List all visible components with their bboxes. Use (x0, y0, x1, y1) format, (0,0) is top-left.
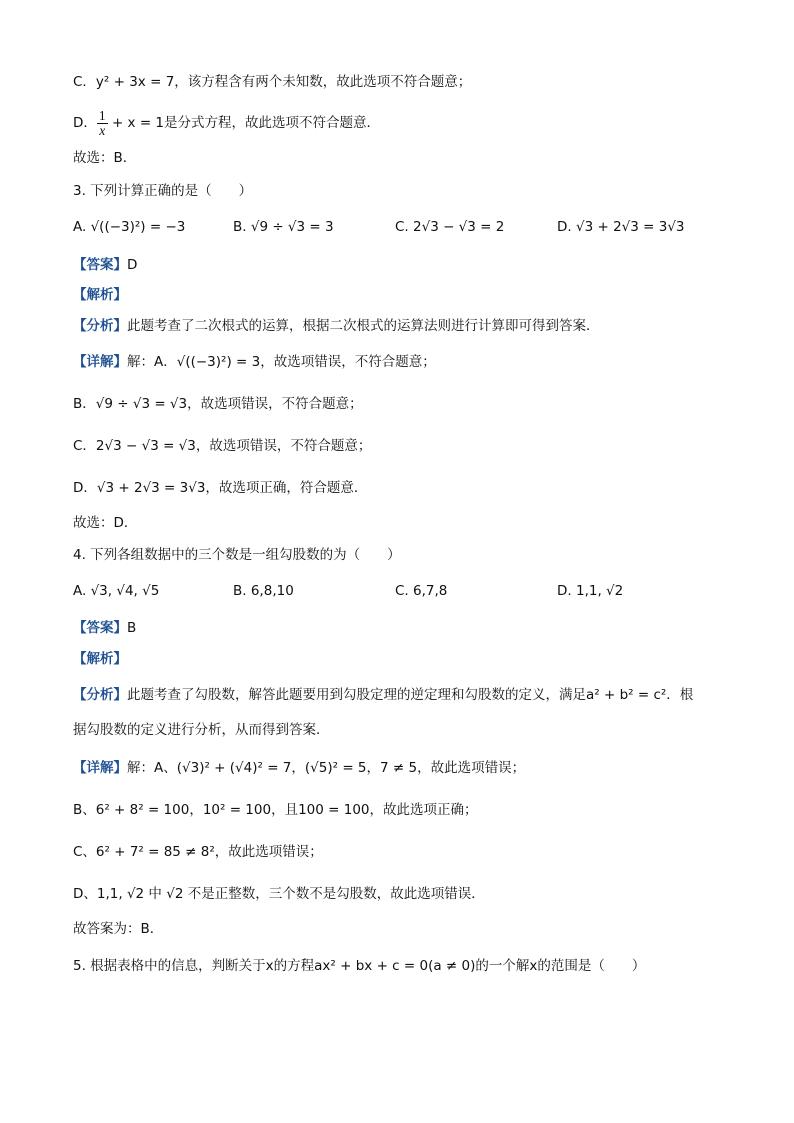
fenxi-text: 此题考查了勾股数，解答此题要用到勾股定理的逆定理和勾股数的定义，满足a² + b² = c²．根 (127, 687, 694, 703)
question-4-option-a: A. √3, √4, √5 (73, 583, 160, 599)
xiangjie-text: 解：A．√((−3)²) = 3，故选项错误，不符合题意； (127, 354, 436, 370)
question-3-option-b: B. √9 ÷ √3 = 3 (233, 219, 334, 235)
analysis-tag: 【解析】 (73, 287, 127, 303)
question-3-detail-d: D．√3 + 2√3 = 3√3，故选项正确，符合题意． (73, 480, 368, 496)
question-3-detail-c: C．2√3 − √3 = √3，故选项错误，不符合题意； (73, 438, 372, 454)
previous-choice: 故选：B． (73, 150, 137, 166)
xiangjie-text: 解：A、(√3)² + (√4)² = 7，(√5)² = 5，7 ≠ 5，故此选项错误； (127, 760, 526, 776)
fenxi-text: 此题考查了二次根式的运算，根据二次根式的运算法则进行计算即可得到答案． (127, 318, 600, 334)
fenxi-tag: 【分析】 (73, 318, 127, 334)
answer-value: D (127, 257, 138, 273)
question-4-answer (73, 618, 734, 638)
option-d-prefix: D． (73, 115, 97, 131)
fraction-numerator: 1 (98, 107, 106, 123)
xiangjie-tag: 【详解】 (73, 354, 127, 370)
question-4-analysis-heading (73, 649, 734, 669)
question-3-option-a: A. √((−3)²) = −3 (73, 219, 186, 235)
question-4-fenxi-continued: 据勾股数的定义进行分析，从而得到答案． (73, 722, 330, 738)
option-d-explanation (73, 106, 734, 140)
question-4-choose: 故答案为：B． (73, 921, 164, 937)
question-3-option-d: D. √3 + 2√3 = 3√3 (557, 219, 685, 235)
question-4-detail-c: C、6² + 7² = 85 ≠ 8²，故此选项错误； (73, 844, 323, 860)
question-4-option-c: C. 6,7,8 (395, 583, 448, 599)
question-4-detail-b: B、6² + 8² = 100，10² = 100，且100 = 100，故此选项正确； (73, 802, 478, 818)
answer-tag: 【答案】 (73, 257, 127, 273)
question-4-stem: 4. 下列各组数据中的三个数是一组勾股数的为（ ） (73, 547, 401, 563)
question-3-choose: 故选：D． (73, 515, 138, 531)
fraction-denominator: x (99, 122, 106, 138)
question-4-detail-d: D、1,1, √2 中 √2 不是正整数，三个数不是勾股数，故此选项错误． (73, 886, 485, 902)
question-3-option-c: C. 2√3 − √3 = 2 (395, 219, 505, 235)
question-3-analysis-heading (73, 285, 734, 305)
question-4-fenxi (73, 685, 734, 705)
fenxi-tag: 【分析】 (73, 687, 127, 703)
analysis-tag: 【解析】 (73, 651, 127, 667)
question-3-stem: 3. 下列计算正确的是（ ） (73, 183, 253, 199)
question-3-answer (73, 255, 734, 275)
answer-value: B (127, 620, 137, 636)
xiangjie-tag: 【详解】 (73, 760, 127, 776)
fraction-one-over-x (97, 109, 108, 138)
question-4-option-b: B. 6,8,10 (233, 583, 294, 599)
option-d-rest: + x = 1是分式方程，故此选项不符合题意． (107, 115, 381, 131)
question-3-xiangjie (73, 352, 734, 372)
question-4-xiangjie (73, 758, 734, 778)
option-c-explanation: C．y² + 3x = 7，该方程含有两个未知数，故此选项不符合题意； (73, 74, 472, 90)
answer-tag: 【答案】 (73, 620, 127, 636)
question-5-stem: 5. 根据表格中的信息，判断关于x的方程ax² + bx + c = 0(a ≠ 0)的一个解x的范围是（ ） (73, 958, 646, 974)
question-4-option-d: D. 1,1, √2 (557, 583, 624, 599)
question-3-fenxi (73, 316, 734, 336)
question-3-detail-b: B．√9 ÷ √3 = √3，故选项错误，不符合题意； (73, 396, 363, 412)
